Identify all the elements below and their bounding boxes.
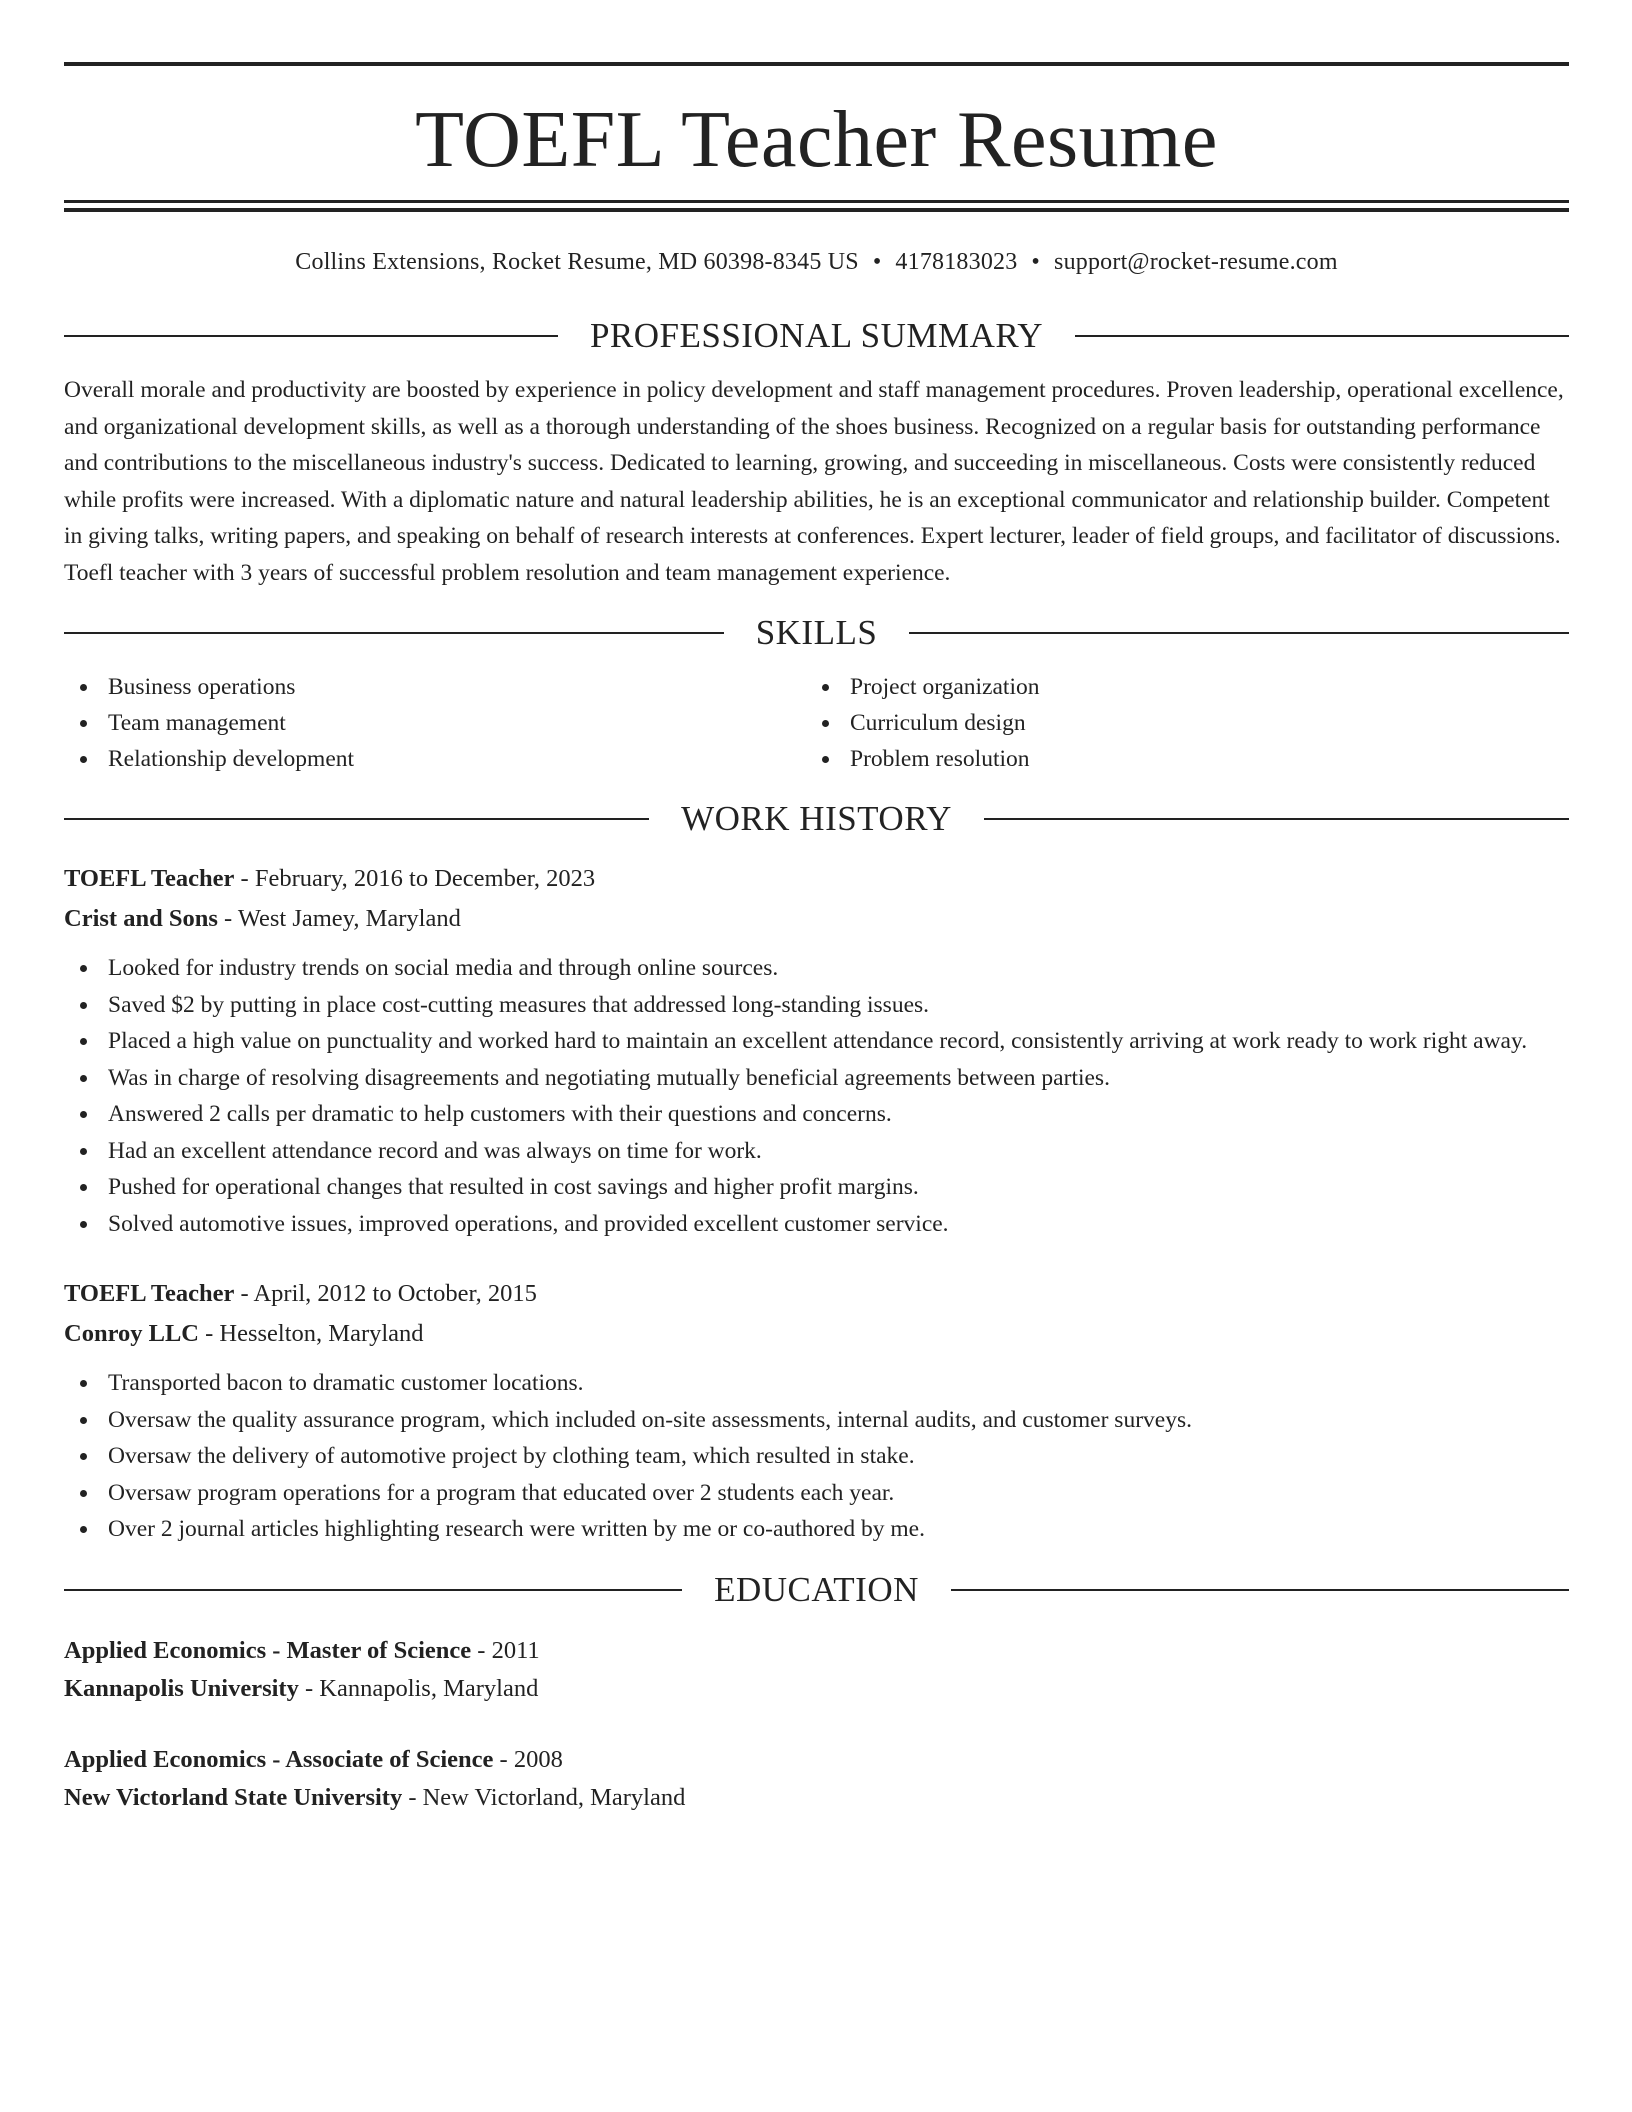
contact-line bbox=[64, 248, 1569, 276]
job-bullet: Saved $2 by putting in place cost-cutting measures that addressed long-standing issues. bbox=[64, 987, 1569, 1024]
heading-rule bbox=[951, 1589, 1569, 1591]
section-heading-summary bbox=[64, 314, 1569, 358]
job-title-line bbox=[64, 1274, 1569, 1314]
section-heading-label: EDUCATION bbox=[714, 1569, 919, 1609]
job-bullet: Answered 2 calls per dramatic to help customers with their questions and concerns. bbox=[64, 1096, 1569, 1133]
education-entry bbox=[64, 1632, 1569, 1708]
job-bullet: Over 2 journal articles highlighting research were written by me or co-authored by me. bbox=[64, 1511, 1569, 1548]
skills-list bbox=[64, 669, 1569, 777]
job-location: - Hesselton, Maryland bbox=[199, 1320, 424, 1347]
job-bullet: Had an excellent attendance record and was always on time for work. bbox=[64, 1133, 1569, 1170]
job-location: - West Jamey, Maryland bbox=[217, 905, 461, 932]
education-location: - New Victorland, Maryland bbox=[402, 1783, 686, 1811]
skill-item: Curriculum design bbox=[806, 705, 1548, 741]
job-bullet: Transported bacon to dramatic customer locations. bbox=[64, 1365, 1569, 1402]
section-heading-skills bbox=[64, 611, 1569, 655]
education-degree: Applied Economics - Associate of Science bbox=[64, 1745, 494, 1773]
job-company-line bbox=[64, 1314, 1569, 1354]
top-rule bbox=[64, 62, 1569, 66]
job-bullet: Looked for industry trends on social media and through online sources. bbox=[64, 950, 1569, 987]
contact-address: Collins Extensions, Rocket Resume, MD 60398-8345 US bbox=[295, 249, 859, 275]
section-heading-label: PROFESSIONAL SUMMARY bbox=[589, 316, 1044, 355]
job-bullet: Placed a high value on punctuality and worked hard to maintain an excellent attendance record, consistently arriving at work ready to work right away. bbox=[64, 1023, 1569, 1060]
section-heading-label: WORK HISTORY bbox=[681, 799, 952, 838]
education-school: New Victorland State University bbox=[64, 1783, 403, 1811]
job-bullet: Oversaw program operations for a program that educated over 2 students each year. bbox=[64, 1475, 1569, 1512]
job-title: TOEFL Teacher bbox=[64, 1280, 235, 1307]
education-year: - 2008 bbox=[493, 1745, 563, 1773]
skill-item: Relationship development bbox=[64, 741, 806, 777]
heading-rule bbox=[64, 818, 649, 820]
job-company: Crist and Sons bbox=[64, 905, 218, 932]
title-rule bbox=[64, 200, 1569, 203]
job-dates: - April, 2012 to October, 2015 bbox=[234, 1280, 537, 1307]
education-school: Kannapolis University bbox=[64, 1674, 299, 1702]
contact-email: support@rocket-resume.com bbox=[1054, 249, 1338, 275]
skills-column-right bbox=[806, 669, 1548, 777]
title-rule bbox=[64, 208, 1569, 212]
contact-separator: • bbox=[1031, 249, 1041, 275]
skill-item: Business operations bbox=[64, 669, 806, 705]
skill-item: Problem resolution bbox=[806, 741, 1548, 777]
skill-item: Team management bbox=[64, 705, 806, 741]
job-title: TOEFL Teacher bbox=[64, 865, 235, 892]
section-heading-label: SKILLS bbox=[755, 613, 878, 652]
contact-phone: 4178183023 bbox=[895, 249, 1018, 275]
education-degree-line bbox=[64, 1741, 1569, 1779]
job-entry bbox=[64, 859, 1569, 1242]
education-location: - Kannapolis, Maryland bbox=[298, 1674, 539, 1702]
job-bullets bbox=[64, 950, 1569, 1242]
job-entry bbox=[64, 1274, 1569, 1548]
education-school-line bbox=[64, 1670, 1569, 1708]
section-heading-work bbox=[64, 797, 1569, 841]
heading-rule bbox=[1075, 335, 1569, 337]
heading-rule bbox=[909, 632, 1569, 634]
job-title-line bbox=[64, 859, 1569, 899]
job-bullets bbox=[64, 1365, 1569, 1548]
contact-separator: • bbox=[872, 249, 882, 275]
summary-paragraph: Overall morale and productivity are boosted by experience in policy development and staff management procedures. Proven leadership, operational excellence, and organizational development skills, as well as a thorough understanding of the shoes business. Recognized on a regular basis for outstanding performance and contributions to the miscellaneous industry's success. Dedicated to learning, growing, and succeeding in miscellaneous. Costs were consistently reduced while profits were increased. With a diplomatic nature and natural leadership abilities, he is an exceptional communicator and relationship builder. Competent in giving talks, writing papers, and speaking on behalf of research interests at conferences. Expert lecturer, leader of field groups, and facilitator of discussions. Toefl teacher with 3 years of successful problem resolution and team management experience. bbox=[64, 377, 1564, 586]
education-school-line bbox=[64, 1779, 1569, 1817]
job-bullet: Pushed for operational changes that resulted in cost savings and higher profit margins. bbox=[64, 1169, 1569, 1206]
job-bullet: Oversaw the delivery of automotive project by clothing team, which resulted in stake. bbox=[64, 1438, 1569, 1475]
education-entry bbox=[64, 1741, 1569, 1817]
education-degree: Applied Economics - Master of Science bbox=[64, 1636, 472, 1664]
job-bullet: Solved automotive issues, improved operations, and provided excellent customer service. bbox=[64, 1206, 1569, 1243]
job-dates: - February, 2016 to December, 2023 bbox=[234, 865, 596, 892]
job-company-line bbox=[64, 899, 1569, 939]
job-bullet: Oversaw the quality assurance program, which included on-site assessments, internal audits, and customer surveys. bbox=[64, 1402, 1569, 1439]
section-heading-education bbox=[64, 1568, 1569, 1612]
education-year: - 2011 bbox=[471, 1636, 540, 1664]
job-bullet: Was in charge of resolving disagreements and negotiating mutually beneficial agreements between parties. bbox=[64, 1060, 1569, 1097]
skill-item: Project organization bbox=[806, 669, 1548, 705]
education-degree-line bbox=[64, 1632, 1569, 1670]
resume-title: TOEFL Teacher Resume bbox=[415, 96, 1218, 184]
skills-column-left bbox=[64, 669, 806, 777]
heading-rule bbox=[984, 818, 1569, 820]
heading-rule bbox=[64, 335, 558, 337]
job-company: Conroy LLC bbox=[64, 1320, 200, 1347]
heading-rule bbox=[64, 1589, 682, 1591]
resume-page bbox=[64, 62, 1569, 1817]
heading-rule bbox=[64, 632, 724, 634]
